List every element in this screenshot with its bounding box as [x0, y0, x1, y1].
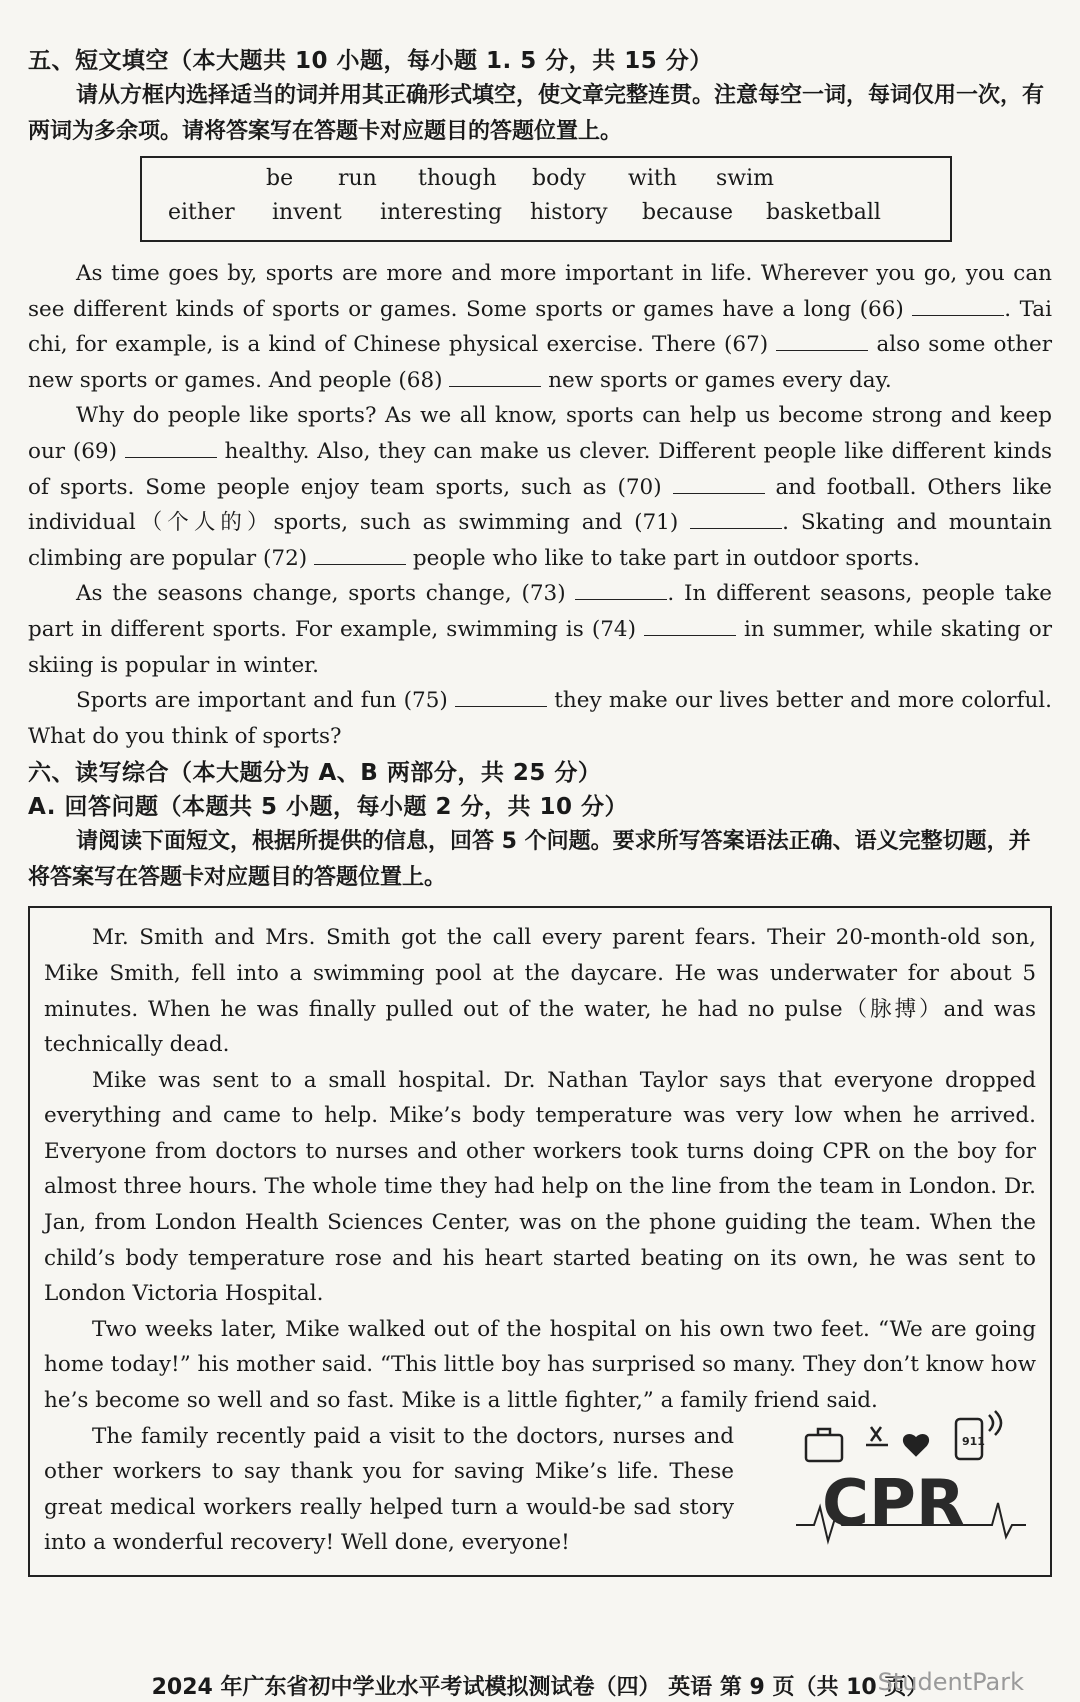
word-item: either — [168, 200, 235, 225]
word-item: run — [338, 166, 377, 191]
reading-paragraph: Two weeks later, Mike walked out of the hospital on his own two feet. “We are going home today!” his mother said. “This little boy has surprised so many. They don’t know how he’s become so well and so fast. Mike is a little fighter,” a family friend said. — [44, 1316, 1036, 1414]
cloze-paragraph: As the seasons change, sports change, (73) . In different seasons, people take part in different sports. For example, swimming is (74) in summer, while skating or skiing is popular in winter. — [28, 581, 1052, 678]
word-item: swim — [716, 166, 775, 191]
hands-icon — [866, 1427, 888, 1445]
cpr-illustration — [796, 1405, 1026, 1555]
answer-blank — [673, 475, 765, 494]
section6-partA-title: A. 回答问题（本题共 5 小题，每小题 2 分，共 10 分） — [28, 794, 629, 821]
watermark: StudentPark — [877, 1668, 1024, 1696]
cloze-paragraph: Why do people like sports? As we all know, sports can help us become strong and keep our (69) healthy. Also, they can make us clever. Different people like different kinds of sports. Some people enjoy team sports, such as (70) and football. Others like individual（个人的）sports, such as swimming and (71) . Skating and mountain climbing are popular (72) people who like to take part in outdoor sports. — [28, 403, 1052, 571]
word-item: be — [266, 166, 294, 191]
word-item: history — [530, 200, 608, 225]
cpr-logo-text: CPR — [822, 1467, 966, 1541]
word-row-1 — [142, 166, 950, 200]
section6-title: 六、读写综合（本大题分为 A、B 两部分，共 25 分） — [28, 760, 602, 787]
word-item: body — [532, 166, 586, 191]
reading-box — [28, 906, 1052, 1577]
page-footer — [0, 1670, 1080, 1701]
reading-paragraph: Mr. Smith and Mrs. Smith got the call every parent fears. Their 20-month-old son, Mike Smith, fell into a swimming pool at the daycare. He was underwater for about 5 minutes. When he was finally pulled out of the water, he had no pulse（脉搏）and was technically dead. — [44, 925, 1036, 1058]
cloze-passage — [28, 256, 1052, 754]
cloze-paragraph: As time goes by, sports are more and more important in life. Wherever you go, you can see different kinds of sports or games. Some sports or games have a long (66) . Tai chi, for example, is a kind of Chinese physical exercise. There (67) also some other new sports or games. And people (68) new sports or games every day. — [28, 261, 1052, 393]
answer-blank — [776, 332, 868, 351]
answer-blank — [455, 688, 547, 707]
section5-instruction: 请从方框内选择适当的词并用其正确形式填空，使文章完整连贯。注意每空一词，每词仅用一次，有两词为多余项。请将答案写在答题卡对应题目的答题位置上。 — [28, 83, 1045, 144]
word-item: because — [642, 200, 734, 225]
word-item: though — [418, 166, 497, 191]
answer-blank — [644, 617, 736, 636]
phone-label: 911 — [962, 1435, 985, 1448]
answer-blank — [575, 581, 667, 600]
section5-title: 五、短文填空（本大题共 10 小题，每小题 1. 5 分，共 15 分） — [28, 48, 713, 74]
footer-text: 2024 年广东省初中学业水平考试模拟测试卷（四） 英语 第 9 页（共 10 页） — [151, 1675, 929, 1700]
heart-icon — [904, 1435, 928, 1455]
word-item: with — [628, 166, 677, 191]
answer-blank — [449, 368, 541, 387]
answer-blank — [690, 510, 782, 529]
reading-paragraph: The family recently paid a visit to the doctors, nurses and other workers to say thank you for saving Mike’s life. These great medical workers really helped turn a would-be sad story into a wonderful recovery! Well done, everyone! — [44, 1423, 734, 1556]
word-item: invent — [272, 200, 342, 225]
answer-blank — [912, 297, 1004, 316]
reading-paragraph: Mike was sent to a small hospital. Dr. Nathan Taylor says that everyone dropped everything and came to help. Mike’s body temperature was very low when he arrived. Everyone from doctors to nurses and other workers took turns doing CPR on the boy for almost three hours. The whole time they had help on the line from the team in London. Dr. Jan, from London Health Sciences Center, was on the phone guiding the team. When the child’s body temperature rose and his heart started beating on its own, he was sent to London Victoria Hospital. — [44, 1067, 1036, 1307]
answer-blank — [125, 439, 217, 458]
word-row-2 — [142, 200, 950, 234]
word-item: interesting — [380, 200, 503, 225]
word-box — [140, 156, 952, 242]
first-aid-kit-icon — [806, 1435, 842, 1461]
word-item: basketball — [766, 200, 881, 225]
section6-instruction: 请阅读下面短文，根据所提供的信息，回答 5 个问题。要求所写答案语法正确、语义完整切题，并将答案写在答题卡对应题目的答题位置上。 — [28, 829, 1031, 891]
answer-blank — [314, 546, 406, 565]
cloze-paragraph: Sports are important and fun (75) they make our lives better and more colorful. What do you think of sports? — [28, 688, 1052, 749]
exam-page — [28, 44, 1052, 1577]
